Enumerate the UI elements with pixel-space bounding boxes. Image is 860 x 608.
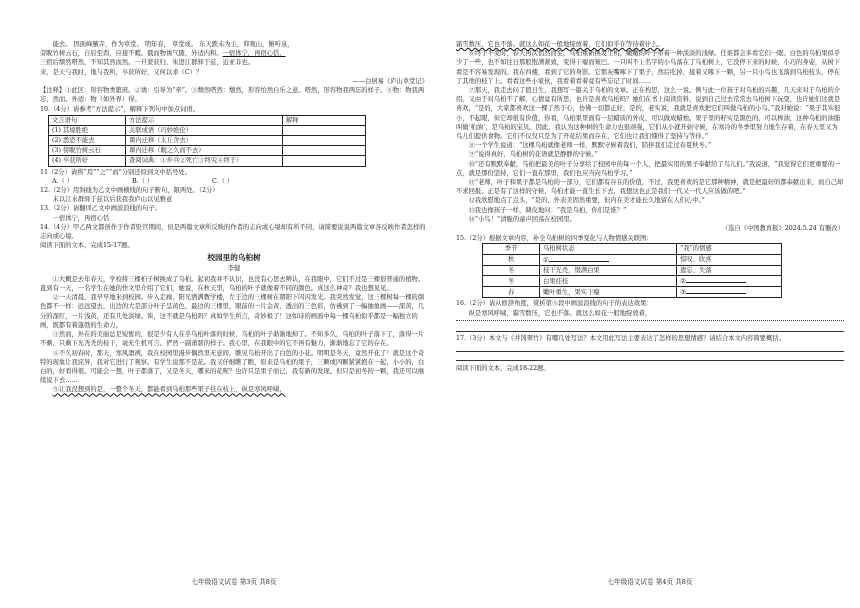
table-q15 — [482, 243, 782, 298]
article-source: （选自《中国教育报》2024.5.24 有删改） — [721, 225, 844, 233]
table-q10 — [48, 115, 366, 167]
reading-intro-2: 阅读下面的文本，完成18-22题。 — [456, 365, 550, 373]
blank-marker: ① — [543, 256, 549, 264]
table-cell: 嫩叶重生，果实干瘪 — [540, 287, 677, 298]
answer-cell[interactable] — [283, 136, 366, 146]
answer-cell[interactable] — [677, 287, 782, 298]
table-cell: 课内迁移（睨之久而不去） — [126, 146, 283, 156]
option-b[interactable]: B.（ ） — [132, 177, 154, 185]
table-cell: 惊叹、欣喜 — [677, 254, 782, 265]
table-header: “我”的情感 — [677, 244, 782, 254]
answer-line[interactable] — [456, 352, 844, 361]
table-cell: 课内迁移（太丘舍去） — [126, 136, 283, 146]
paragraph — [456, 40, 844, 49]
table-cell: 关联成语（巧妙绝伦） — [126, 125, 283, 135]
table-cell: 冬 — [483, 265, 540, 275]
right-page — [456, 40, 844, 595]
q12-sentence: 未以江水群驿于兹以后获我我庐山以见雅意 — [52, 196, 173, 204]
blank-line[interactable] — [686, 276, 746, 283]
divider — [456, 320, 844, 321]
paragraph: ⑭“小鸟！”清脆的童声回荡在校园里。 — [468, 215, 576, 223]
article-author: 李健 — [227, 264, 241, 272]
table-cell: 冬 — [483, 276, 540, 287]
option-a[interactable]: A.（ ） — [52, 177, 74, 185]
table-row — [483, 276, 782, 287]
table-row — [49, 146, 366, 156]
table-cell: (3) 傍睨竹树云石 — [49, 146, 126, 156]
table-cell: 秋 — [483, 254, 540, 265]
question-12: 12.（2分）用斜线为乙文中画横线的句子断句，限两处。（2分） — [40, 187, 219, 195]
question-17: 17.（3分）本文与《井冈翠竹》有哪几处写法？本文用此写法主要表达了怎样的思想情感？请结合本文内容简要概括。 — [456, 334, 785, 342]
question-14: 14.（4分）甲乙两文都创作于作者贬官期间，但是两篇文章所反映的作者的志向或心境却有所不同，请简要说说两篇文章各反映作者怎样的志向或心境。 — [40, 223, 426, 241]
table-cell: 遗忘、失落 — [677, 265, 782, 275]
table-header-row — [49, 115, 366, 125]
page-footer: 七年级语文试卷 第3页 共8页 — [191, 578, 277, 586]
blank-marker: ② — [680, 278, 686, 286]
blank-marker: ③ — [680, 289, 686, 297]
table-header: 文言语句 — [49, 115, 126, 125]
answer-cell[interactable] — [677, 276, 782, 287]
table-header: 解释 — [283, 115, 366, 125]
table-cell: (4) 卒获所好 — [49, 156, 126, 166]
table-header: 乌桕树状态 — [540, 244, 677, 254]
wavy-sentence: ⑤让我没想到的是，一整个冬天，都能看到乌桕那些果子挂在枝上，纵是寒风呼啸， — [52, 386, 286, 394]
table-cell: 枝干光秃，缀满白果 — [540, 265, 677, 275]
answer-line[interactable] — [456, 323, 844, 332]
paragraph: ⑬我也像孩子一样，调皮地问：“我是乌桕，你们是谁？” — [468, 206, 627, 214]
passage-text: 旁睨竹树云石，自辰至酉，应接不暇。俄而物诱气随，外适内和。 — [40, 50, 223, 58]
question-13: 13.（2分）请翻译乙文中画波浪线的句子。 — [40, 205, 162, 213]
answer-cell[interactable] — [283, 125, 366, 135]
paragraph: ⑨“说得真好，乌桕树的花语就是静静的守候。” — [468, 151, 598, 159]
paragraph: ①大概是去年春天，学校将三棵柏子树换成了乌桕。起初我并不认识，也没有心思去辨认，在我眼中，它们不过是三棵很普通的植物。直到有一天，一名学生在她的作文里介绍了它们，她说，在秋天里，乌桕的叶子就像着不同的颜色。真这么神奇？我也想见见。 — [40, 275, 425, 293]
table-row — [483, 265, 782, 275]
table-cell: 查阅词典：①步兵②死亡③终究④终于） — [126, 156, 283, 166]
table-row — [483, 254, 782, 265]
passage-line-2 — [40, 49, 428, 58]
paragraph: ④不久初春时，那天，寒风凛冽，我在校园里漫步偶然里无意间，瞧见乌桕开出了白色的小花。明明是冬天，竟然开花了！就是这个奇特的现象让我诧异，我对它进行了观察。有学生说那不是花。我又仔细瞧了瞧，原来是乌桕的果子，三颗或四颗紧紧抱在一起，小小的，白白的，好看得很。可能会一想，叶子都落了，又是冬天，哪来的花呢？也许只是果子而已，我有新的发现。但只是初冬的一颗，我还可以继续说下去…… — [40, 349, 425, 385]
answer-cell[interactable] — [540, 254, 677, 265]
blank-line[interactable] — [686, 287, 746, 294]
paragraph: ⑦那天，我走去问了值日生，我想写一篇关于乌桕的文章。正在构思，这么一说。例与此一位孩子对乌桕的兴趣，几天来对于乌桕的介绍，又由于对乌桕不了解，心情竟有所思，也许是喜欢乌桕吗？她们在书上阅读资料，说到自己过去常常去乌桕树下玩耍，也许她们这就是喜欢，“是的，大家都喜欢这一棵了然于心，仿佛一切都正好，是的，老实说，我就是喜欢把它们叫做乌桕的小鸟。”我对她说：“果子其实很小，不起眼，但它却很有价值，你看，乌桕果里面有一层蜡质的外皮，可以做成蜡烛。果子里的籽实是黑色的，可以榨油，这种乌桕的油脂叫做‘桕油’，是乌桕的宝贝。因此，我认为这种树的生命力也很顽强，它们从小就开始守候，在寒冷的冬季里努力地生存着，在春天里又为鸟儿们提供食物。它们不仅仅只是为了开花结果而存在，它们也让我们懂得了坚持与等待。” — [456, 87, 841, 141]
paragraph: ⑩“还有默默奉献，乌桕把最美的叶子分享给了校园中的每一个人，把最实用的果子奉献给了鸟儿们。”我说道，“我觉得它们更重要的一点，就是那份坚持，它们一直在那里，我们也应当向乌桕学习。” — [456, 160, 841, 177]
table-row — [49, 136, 366, 146]
table-row — [49, 125, 366, 135]
table-cell: (1) 其境胜绝 — [49, 125, 126, 135]
article-title: 校园里的乌桕树 — [207, 253, 261, 263]
option-c[interactable]: C.（ ） — [212, 177, 234, 185]
paragraph: ②一天清晨，我早早地来到校园。步入走廊，阳光洒满教学楼，左于边的三棵树在朝阳下闪闪发光。我突然发觉，这三棵树每一棵的颜色都不一样：远远望去，出边的大是部分叶子呈黄色，最边的三棵里，眼前的一片金黄，透出的三色彩，仿佛到了一幅抽象画——深黄，几分的深红，一片浅黄，还有几处淡绿。诶，这不就是乌桕吗？真如学生所言，奇妙极了！这如诗的画面中每一棵乌桕似乎都是一幅独立的画，既都有着蓬勃的生命力。 — [40, 294, 425, 329]
question-16: 16.（2分）请从修辞角度，赏析第⑤段中画波浪线的句子的表达效果： — [456, 300, 653, 308]
paragraph: ⑧一个学生说道：“这棵乌桕就像老师一样，默默守候着我们，陪伴我们走过春夏秋冬。” — [468, 142, 712, 150]
table-cell: 春 — [483, 287, 540, 298]
table-row — [483, 287, 782, 298]
answer-cell[interactable] — [283, 146, 366, 156]
question-15: 15.（2分）根据文章内容，补全乌桕树的四季变化与人物情感关联图： — [456, 235, 653, 243]
page-footer: 七年级语文试卷 第4页 共8页 — [607, 578, 693, 586]
reading-intro: 阅读下面的文本，完成15-17题。 — [40, 242, 134, 250]
blank-line[interactable] — [549, 255, 609, 262]
passage-line-1: 能去。 因面峰腋寺，作为草堂。 明年春， 草堂成。 东天跌未为主，仰观山，俯听泉， — [52, 41, 294, 48]
table-cell: (2) 悉恐不能去 — [49, 136, 126, 146]
passage-notes: 【注释】①此区：形容物类繁庶。②诱：引导为“牵”。③颓然嗒然：颓然，形容怡然自乐之意。嗒然，形容物我两忘的样子。④物：物我两忘，然而。外适：物（如外界）得。 — [40, 87, 425, 104]
paragraph — [40, 385, 428, 394]
question-10: 10.（4分）请参考“方法提示”，解释下列句中加点词语。 — [40, 106, 199, 114]
table-header: 方法提示 — [126, 115, 283, 125]
q16-quote: 纵是寒风呼啸，霜雪数压，它也不落。就这么如花一般地绽放着， — [468, 309, 652, 317]
paragraph: ⑪“老师，叶子和果子都是乌桕的一部分，它们都有存在的价值，不过，我更喜欢的是它那种精神，就是把最好的都奉献出来，而自己却不求回报。正是有了这样的守候，乌桕才能一直生长下去，我想这也正是我们一代又一代人应该做的吧。” — [456, 179, 844, 196]
q13-sentence: 一宿体宁，再宿心恬 — [52, 214, 110, 222]
question-11: 11（2分）请将“焉”“之”“而”分别还原到文中括号处。 — [40, 168, 191, 176]
wavy-sentence: 霜雪数压，它也不落。就这么如花一般地绽放着，它们似乎在等待着什么。 — [456, 41, 664, 48]
table-header: 季节 — [483, 244, 540, 254]
answer-line[interactable] — [456, 343, 844, 352]
table-cell: 白果挂枝 — [540, 276, 677, 287]
table-row — [49, 156, 366, 166]
underlined-sentence-a: 一宿体宁，再宿心恬， — [222, 50, 286, 58]
passage-line-3: 三宿后颓然嗒然，不知其然而然。一旦蒙获归，朱进江群驿于兹，近亚非也。 — [40, 59, 255, 67]
table-header-row — [483, 244, 782, 254]
paragraph: ⑫我欣慰地点了点头，“是的，外表美固然重要，但内在美才能长久地留在人们心中。” — [468, 197, 705, 205]
answer-cell[interactable] — [283, 156, 366, 166]
left-page — [40, 40, 428, 595]
q11-options — [52, 177, 428, 186]
paragraph: ③然而，外在的美丽总是短暂的，很是少有人在乎乌桕叶落的时候，乌桕的叶子渐渐地掉了。不知多久，乌桕的叶子落下了，落得一片不剩，只剩下光秃秃的枝干，毫无生机可言。俨然一副萧瑟的样子。我心里，在我眼中的它不再有魅力，渐渐地忘了它的存在。 — [40, 331, 425, 348]
paragraph: ⑥终于不变时，春天再次悄然而至，乌桕重新换发生机，嫩嫩的叶子带着一种淡淡的浅绿。任谁都会多看它们一眼。白色的乌桕果似乎少了一些，也不如往日那般饱满紧致，变得干瘪而皱巴。一只叫不上名字的小鸟落在了乌桕树上，它没停下来的时候，小巧的身姿，从树下看是不容易发现的。我在四楼，看到了它的身影。它那灰嘴啄下了果子，然后吃掉，接着又啄下一颗，另一只小鸟也飞落到乌桕枝头，停在了其他的枝丫上。看看这些小家伙，我看着看着竟有些忘记了时间…… — [456, 50, 841, 85]
passage-line-4: 来，是天与我时，地与我所，卒获所好，又何以求（C）？ — [40, 68, 203, 76]
passage-byline: ——白居易《庐山草堂记》 — [352, 77, 428, 85]
